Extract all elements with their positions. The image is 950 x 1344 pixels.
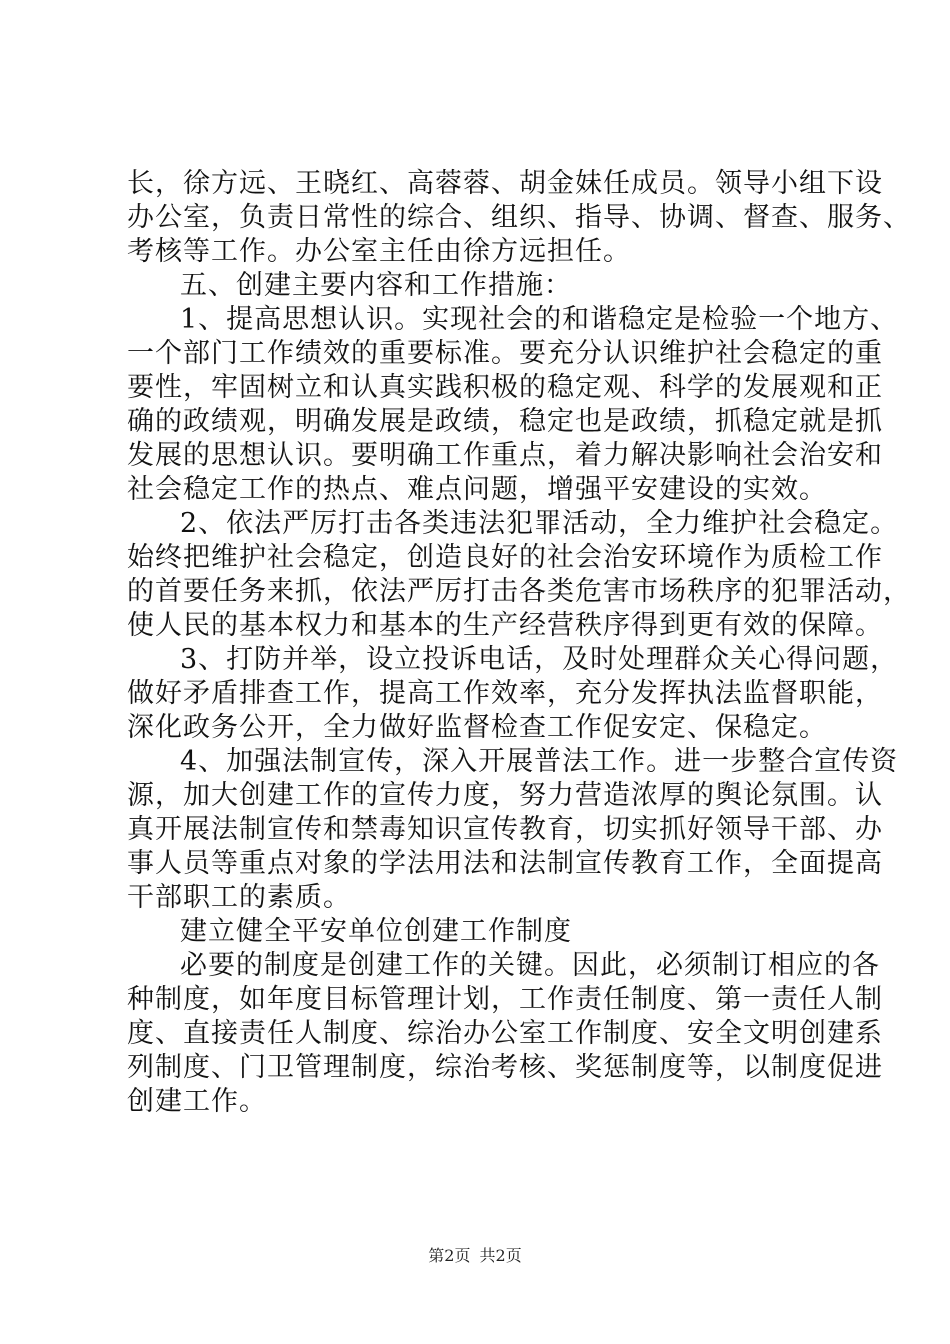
body-line: 3、打防并举，设立投诉电话，及时处理群众关心得问题， xyxy=(180,644,899,675)
body-line: 深化政务公开，全力做好监督检查工作促安定、保稳定。 xyxy=(127,712,827,743)
page-footer xyxy=(0,1246,950,1266)
page-number: 第2页 xyxy=(428,1246,471,1265)
body-line: 4、加强法制宣传，深入开展普法工作。进一步整合宣传资 xyxy=(180,746,899,777)
body-line: 确的政绩观，明确发展是政绩，稳定也是政绩，抓稳定就是抓 xyxy=(127,406,883,437)
body-line: 考核等工作。办公室主任由徐方远担任。 xyxy=(127,236,631,267)
body-line: 长，徐方远、王晓红、高蓉蓉、胡金妹任成员。领导小组下设 xyxy=(127,168,883,199)
body-line: 一个部门工作绩效的重要标准。要充分认识维护社会稳定的重 xyxy=(127,338,883,369)
body-line: 干部职工的素质。 xyxy=(127,882,351,913)
body-line: 必要的制度是创建工作的关键。因此，必须制订相应的各 xyxy=(180,950,880,981)
body-line: 2、依法严厉打击各类违法犯罪活动，全力维护社会稳定。 xyxy=(180,508,899,539)
body-line: 发展的思想认识。要明确工作重点，着力解决影响社会治安和 xyxy=(127,440,883,471)
body-line: 列制度、门卫管理制度，综治考核、奖惩制度等，以制度促进 xyxy=(127,1052,883,1083)
body-line: 始终把维护社会稳定，创造良好的社会治安环境作为质检工作 xyxy=(127,542,883,573)
body-line: 要性，牢固树立和认真实践积极的稳定观、科学的发展观和正 xyxy=(127,372,883,403)
body-line: 源，加大创建工作的宣传力度，努力营造浓厚的舆论氛围。认 xyxy=(127,780,883,811)
body-line: 真开展法制宣传和禁毒知识宣传教育，切实抓好领导干部、办 xyxy=(127,814,883,845)
page-total: 共2页 xyxy=(479,1246,522,1265)
body-line: 创建工作。 xyxy=(127,1086,267,1117)
body-line: 使人民的基本权力和基本的生产经营秩序得到更有效的保障。 xyxy=(127,610,883,641)
section-heading: 建立健全平安单位创建工作制度 xyxy=(180,916,572,947)
body-line: 社会稳定工作的热点、难点问题，增强平安建设的实效。 xyxy=(127,474,827,505)
section-heading: 五、创建主要内容和工作措施： xyxy=(180,270,572,301)
body-line: 度、直接责任人制度、综治办公室工作制度、安全文明创建系 xyxy=(127,1018,883,1049)
body-line: 办公室，负责日常性的综合、组织、指导、协调、督查、服务、 xyxy=(127,202,911,233)
body-line: 事人员等重点对象的学法用法和法制宣传教育工作，全面提高 xyxy=(127,848,883,879)
body-line: 做好矛盾排查工作，提高工作效率，充分发挥执法监督职能， xyxy=(127,678,883,709)
body-line: 1、提高思想认识。实现社会的和谐稳定是检验一个地方、 xyxy=(180,304,899,335)
body-line: 的首要任务来抓，依法严厉打击各类危害市场秩序的犯罪活动， xyxy=(127,576,911,607)
body-line: 种制度，如年度目标管理计划，工作责任制度、第一责任人制 xyxy=(127,984,883,1015)
